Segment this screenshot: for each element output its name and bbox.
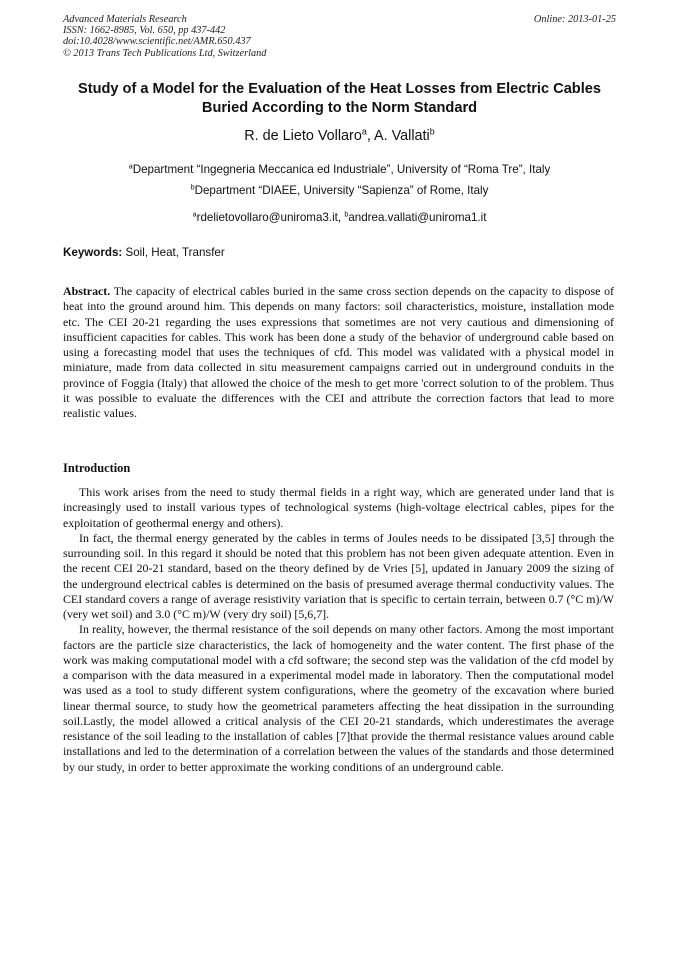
introduction-body [63, 485, 614, 775]
running-header [63, 14, 616, 59]
abstract-text: The capacity of electrical cables buried in the same cross section depends on the capacity to dispose of heat into the ground around him. This depends on many factors: soil characteristics, moisture, installation mode etc. The CEI 20-21 regarding the uses expressions that sometimes are not very cautious and dimensioning of insufficient capacities for cables. This work has been done a study of the behavior of underground cable based on using a forecasting model that uses the techniques of cfd. This model was validated with a physical model in miniature, made from data collected in situ measurement campaigns carried out in underground conduits in the province of Foggia (Italy) that allowed the choice of the mesh to get more 'correct solution to of the problem. Thus it was possible to evaluate the differences with the CEI and attribute the correction factors that lead to more realistic values. [63, 284, 614, 420]
abstract-label: Abstract. [63, 284, 111, 298]
keywords-text: Soil, Heat, Transfer [122, 246, 225, 259]
affiliation-marker: a [192, 209, 197, 219]
email-line [63, 211, 616, 225]
paragraph: This work arises from the need to study thermal fields in a right way, which are generated under land that is increasingly used to install various types of technological systems (high-voltage electrical cables, pipes for the exploitation of geothermal energy and others). [63, 485, 614, 530]
affiliation-marker: a [361, 126, 367, 137]
affiliation-text: Department “Ingegneria Meccanica ed Industriale”, University of “Roma Tre”, Italy [132, 163, 551, 176]
keywords-line [63, 246, 616, 260]
affiliation-marker: a [128, 161, 133, 171]
issn-line: ISSN: 1662-8985, Vol. 650, pp 437-442 [63, 25, 226, 37]
affiliation-marker: b [344, 209, 349, 219]
journal-name: Advanced Materials Research [63, 14, 187, 25]
paper-title: Study of a Model for the Evaluation of the Heat Losses from Electric Cables Buried According to the Norm Standard [77, 81, 602, 116]
doi-line: doi:10.4028/www.scientific.net/AMR.650.437 [63, 36, 251, 48]
email-address: rdelietovollaro@uniroma3.it, [196, 211, 345, 224]
affiliation-marker: b [429, 126, 435, 137]
affiliation-b [63, 184, 616, 198]
affiliation-text: Department “DIAEE, University “Sapienza” of Rome, Italy [194, 184, 489, 197]
paragraph: In reality, however, the thermal resistance of the soil depends on many other factors. Among the most important factors are the particle size characteristics, the lack of homogeneity and the water content. The first phase of the work was making computational model with a cfd software; the second step was the validation of the cfd model by a comparison with the data measured in a experimental model made in laboratory. Then the computational model was used as a tool to study different system configurations, where the geometry of the excavation where buried linear thermal source, to study how the geometrical parameters affecting the heat dissipation in the surrounding soil.Lastly, the model allowed a critical analysis of the CEI 20-21 standards, which underestimates the average resistance of the soil leading to the installation of cables [7]that provide the thermal resistance values around cable installations and led to the determination of a correlation between the values of the standards and those determined by our study, in order to better approximate the working conditions of an underground cable. [63, 622, 614, 774]
affiliation-marker: b [190, 182, 195, 192]
online-date: Online: 2013-01-25 [533, 14, 616, 25]
author-separator: , [366, 128, 375, 144]
affiliation-a [63, 163, 616, 177]
author-name: A. Vallati [374, 128, 430, 144]
email-address: andrea.vallati@uniroma1.it [348, 211, 487, 224]
author-line [63, 127, 616, 145]
author-name: R. de Lieto Vollaro [244, 128, 362, 144]
paragraph: In fact, the thermal energy generated by the cables in terms of Joules needs to be dissipated [3,5] through the surrounding soil. In this regard it should be noted that this problem has not been given adequate attention. Even in the recent CEI 20-21 standard, based on the theory defined by de Vries [5], updated in January 2009 the sizing of the underground electrical cables is determined on the basis of presumed average thermal conductivity values. The CEI standard covers a range of average resistivity variation that is specific to certain terrain, between 0.7 (°C m)/W (very wet soil) and 3.0 (°C m)/W (very dry soil) [5,6,7]. [63, 530, 614, 621]
abstract [63, 284, 614, 421]
section-heading: Introduction [63, 461, 131, 475]
copyright-line: © 2013 Trans Tech Publications Ltd, Switzerland [63, 47, 267, 59]
keywords-label: Keywords: [63, 246, 123, 259]
